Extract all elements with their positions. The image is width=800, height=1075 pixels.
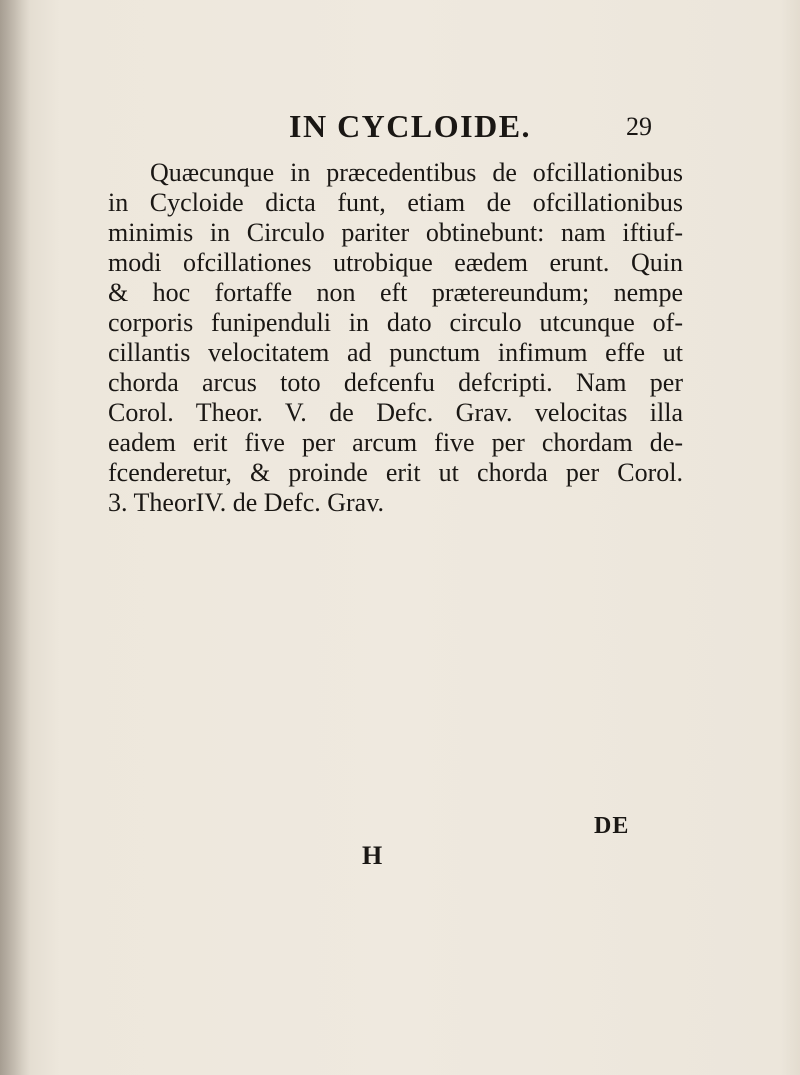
running-head-title: IN CYCLOIDE. <box>289 108 532 144</box>
page-number: 29 <box>626 112 652 141</box>
page-gutter-shadow <box>0 0 30 1075</box>
text-line: modi ofcillationes utrobique eædem erunt. Quin <box>108 248 683 277</box>
running-head <box>0 104 800 144</box>
text-line: in Cycloide dicta funt, etiam de ofcillationibus <box>108 188 683 217</box>
text-line: fcenderetur, & proinde erit ut chorda per Corol. <box>108 458 683 487</box>
catchword: DE <box>594 813 630 839</box>
body-text <box>108 158 683 518</box>
text-line: eadem erit five per arcum five per chordam de- <box>108 428 683 457</box>
text-line: 3. TheorIV. de Defc. Grav. <box>108 488 385 517</box>
text-line: chorda arcus toto defcenfu defcripti. Nam per <box>108 368 683 397</box>
text-line: Quæcunque in præcedentibus de ofcillationibus <box>150 158 683 187</box>
text-line: Corol. Theor. V. de Defc. Grav. velocitas illa <box>108 398 683 427</box>
text-line: corporis funipenduli in dato circulo utcunque of- <box>108 308 683 337</box>
text-line: cillantis velocitatem ad punctum infimum effe ut <box>108 338 683 367</box>
text-line: & hoc fortaffe non eft prætereundum; nempe <box>108 278 683 307</box>
signature-mark: H <box>362 841 383 870</box>
text-line: minimis in Circulo pariter obtinebunt: nam iftiuf- <box>108 218 683 247</box>
